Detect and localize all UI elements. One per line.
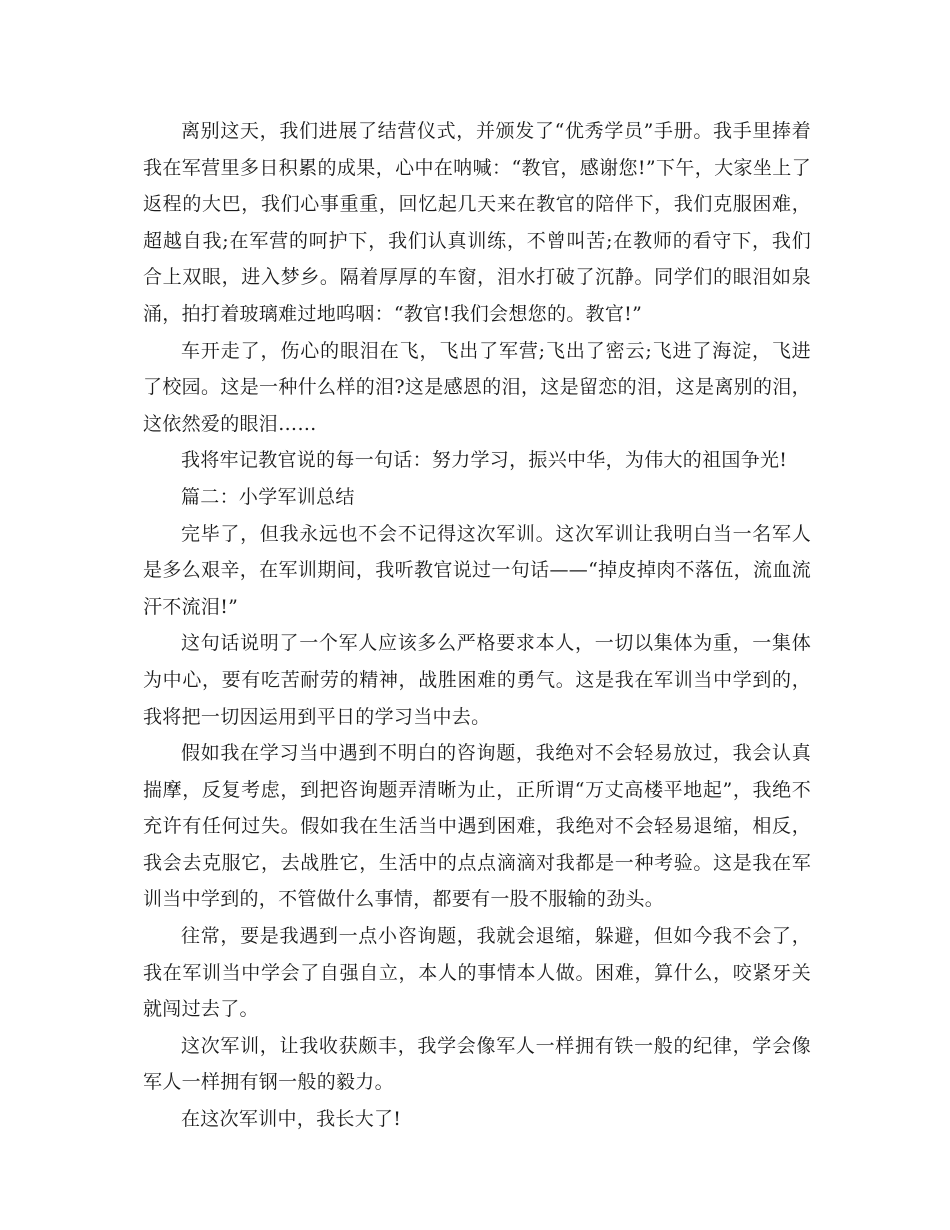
paragraph-grown-up: 在这次军训中，我长大了! bbox=[181, 1108, 402, 1131]
paragraph-learning: 假如我在学习当中遇到不明白的咨询题，我绝对不会轻易放过，我会认真揣摩，反复考虑，到把咨询题弄清晰为止，正所谓“万丈高楼平地起”，我绝不充许有任何过失。假如我在生活当中遇到困难，我绝对不会轻易退缩，相反，我会去克服它，去战胜它，生活中的点点滴滴对我都是一种考验。这是我在军训当中学到的，不管做什么事情，都要有一股不服输的劲头。 bbox=[143, 742, 811, 911]
paragraph-tears: 车开走了，伤心的眼泪在飞，飞出了军营;飞出了密云;飞进了海淀，飞进了校园。这是一种什么样的泪?这是感恩的泪，这是留恋的泪，这是离别的泪，这依然爱的眼泪…… bbox=[143, 339, 811, 435]
document-body bbox=[143, 113, 811, 1138]
paragraph-training-over: 完毕了，但我永远也不会不记得这次军训。这次军训让我明白当一名军人是多么艰辛，在军训期间，我听教官说过一句话——“掉皮掉肉不落伍，流血流汗不流泪!” bbox=[143, 522, 811, 618]
paragraph-promise: 我将牢记教官说的每一句话：努力学习，振兴中华，为伟大的祖国争光! bbox=[181, 449, 788, 472]
paragraph-soldier-discipline: 这句话说明了一个军人应该多么严格要求本人，一切以集体为重，一集体为中心，要有吃苦耐劳的精神，战胜困难的勇气。这是我在军训当中学到的，我将把一切因运用到平日的学习当中去。 bbox=[143, 632, 811, 728]
paragraph-self-reliance: 往常，要是我遇到一点小咨询题，我就会退缩，躲避，但如今我不会了，我在军训当中学会了自强自立，本人的事情本人做。困难，算什么，咬紧牙关就闯过去了。 bbox=[143, 925, 811, 1021]
section-heading: 篇二：小学军训总结 bbox=[181, 485, 355, 508]
paragraph-farewell: 离别这天，我们进展了结营仪式，并颁发了“优秀学员”手册。我手里捧着我在军营里多日积累的成果，心中在呐喊：“教官，感谢您!”下午，大家坐上了返程的大巴，我们心事重重，回忆起几天来在教官的陪伴下，我们克服困难，超越自我;在军营的呵护下，我们认真训练，不曾叫苦;在教师的看守下，我们合上双眼，进入梦乡。隔着厚厚的车窗，泪水打破了沉静。同学们的眼泪如泉涌，拍打着玻璃难过地呜咽：“教官!我们会想您的。教官!” bbox=[143, 120, 811, 325]
paragraph-gains: 这次军训，让我收获颇丰，我学会像军人一样拥有铁一般的纪律，学会像军人一样拥有钢一般的毅力。 bbox=[143, 1034, 811, 1094]
